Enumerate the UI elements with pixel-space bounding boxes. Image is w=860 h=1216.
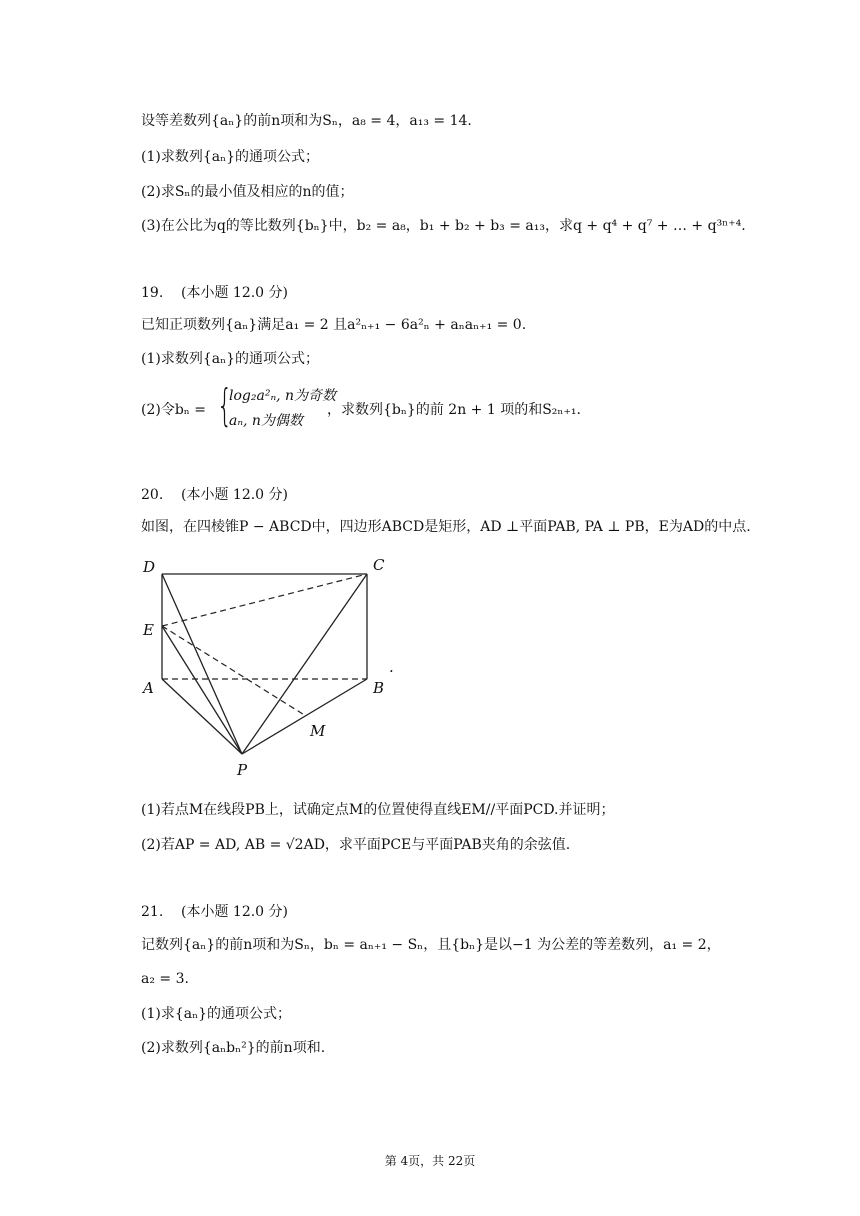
label-period: .: [389, 658, 394, 676]
q19-case-even: aₙ, n为偶数: [229, 413, 303, 429]
q19-part-1: (1)求数列{aₙ}的通项公式；: [141, 351, 320, 367]
q21-intro-cont: a₂ = 3.: [141, 971, 189, 987]
q18-intro: 设等差数列{aₙ}的前n项和为Sₙ，a₈ = 4，a₁₃ = 14.: [141, 113, 472, 129]
q21-number: 21.: [141, 904, 164, 920]
q19-number: 19.: [141, 285, 164, 301]
q21-intro: 记数列{aₙ}的前n项和为Sₙ，bₙ = aₙ₊₁ − Sₙ，且{bₙ}是以−1 为公差的等差数列，a₁ = 2，: [141, 937, 721, 953]
q19-score: (本小题 12.0 分): [181, 285, 288, 301]
edge-DP: [162, 574, 242, 754]
q21-score: (本小题 12.0 分): [181, 904, 288, 920]
q18-part-3: (3)在公比为q的等比数列{bₙ}中，b₂ = a₈，b₁ + b₂ + b₃ = a₁₃，求q + q⁴ + q⁷ + … + q³ⁿ⁺⁴.: [141, 218, 746, 234]
q18-part-2: (2)求Sₙ的最小值及相应的n的值；: [141, 184, 354, 200]
label-P: P: [237, 761, 248, 779]
q21-part-1: (1)求{aₙ}的通项公式；: [141, 1006, 292, 1022]
q19-part-2-lead: (2)令bₙ =: [141, 402, 207, 418]
q21-part-2: (2)求数列{aₙbₙ²}的前n项和.: [141, 1040, 326, 1056]
page-footer: 第 4页，共 22页: [384, 1154, 476, 1168]
piecewise-brace: {: [217, 380, 233, 431]
q20-header: [141, 485, 288, 505]
edge-PB: [242, 679, 367, 754]
q19-part-2-tail: ，求数列{bₙ}的前 2n + 1 项的和S₂ₙ₊₁.: [327, 402, 581, 418]
q19-case-odd: log₂a²ₙ, n为奇数: [229, 388, 337, 404]
label-C: C: [373, 556, 385, 574]
label-D: D: [143, 558, 156, 576]
edge-EM: [162, 626, 306, 716]
q20-part-1: (1)若点M在线段PB上，试确定点M的位置使得直线EM//平面PCD.并证明；: [141, 802, 615, 818]
q19-intro: 已知正项数列{aₙ}满足a₁ = 2 且a²ₙ₊₁ − 6a²ₙ + aₙaₙ₊₁ = 0.: [141, 317, 527, 333]
q20-intro: 如图，在四棱锥P − ABCD中，四边形ABCD是矩形，AD ⊥平面PAB, PA ⊥ PB，E为AD的中点.: [141, 519, 751, 535]
label-B: B: [373, 679, 385, 697]
label-A: A: [143, 679, 154, 697]
q21-header: [141, 902, 288, 922]
label-E: E: [143, 621, 154, 639]
q20-part-2: (2)若AP = AD, AB = √2AD，求平面PCE与平面PAB夹角的余弦值.: [141, 837, 571, 853]
q19-header: [141, 283, 288, 303]
q18-part-1: (1)求数列{aₙ}的通项公式；: [141, 149, 320, 165]
label-M: M: [310, 722, 326, 740]
q20-score: (本小题 12.0 分): [181, 487, 288, 503]
q20-number: 20.: [141, 487, 164, 503]
pyramid-figure: [130, 550, 410, 785]
